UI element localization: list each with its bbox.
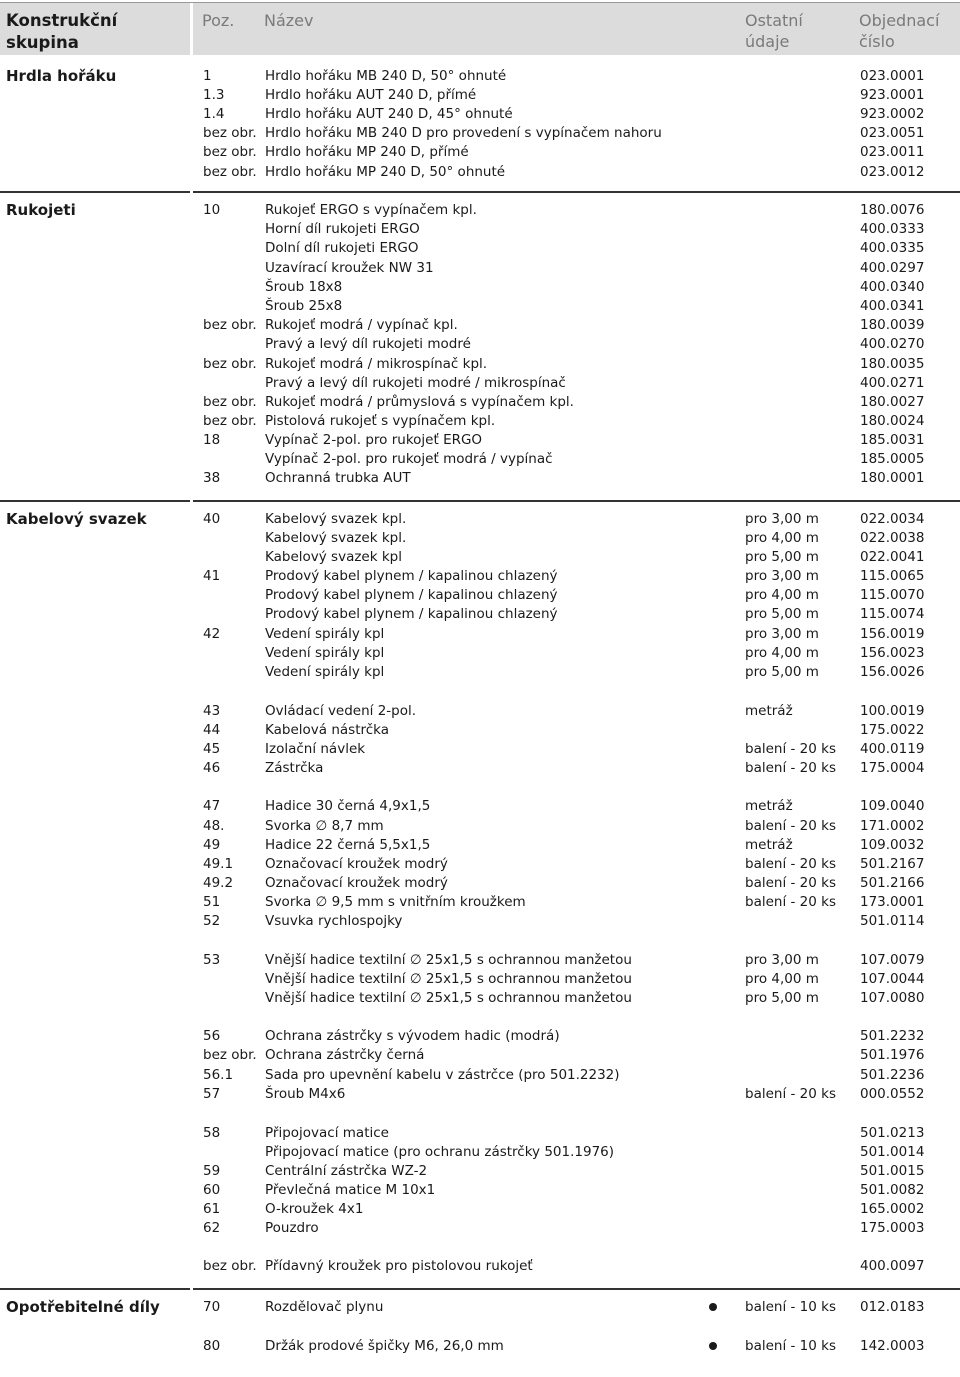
cell-order: 400.0271	[860, 375, 925, 391]
header-name: Název	[264, 11, 314, 30]
header-group-line2: skupina	[6, 33, 79, 52]
cell-name: Vnější hadice textilní ∅ 25x1,5 s ochrannou manžetou	[265, 952, 632, 968]
cell-other: pro 4,00 m	[745, 971, 819, 987]
cell-name: Vedení spirály kpl	[265, 645, 385, 661]
cell-name: Vedení spirály kpl	[265, 626, 385, 642]
cell-order: 023.0011	[860, 144, 925, 160]
bullet-icon	[709, 1303, 717, 1311]
cell-poz: bez obr.	[203, 413, 257, 429]
cell-poz: 58	[203, 1125, 221, 1141]
header-other-line1: Ostatní	[745, 11, 803, 30]
cell-name: Dolní díl rukojeti ERGO	[265, 240, 419, 256]
cell-name: Ochrana zástrčky s vývodem hadic (modrá)	[265, 1028, 560, 1044]
cell-name: Hrdlo hořáku AUT 240 D, 45° ohnuté	[265, 106, 513, 122]
cell-order: 109.0040	[860, 798, 925, 814]
cell-name: Vnější hadice textilní ∅ 25x1,5 s ochrannou manžetou	[265, 990, 632, 1006]
cell-name: O-kroužek 4x1	[265, 1201, 364, 1217]
cell-poz: bez obr.	[203, 356, 257, 372]
cell-poz: 59	[203, 1163, 221, 1179]
cell-order: 180.0076	[860, 202, 925, 218]
cell-poz: 40	[203, 511, 221, 527]
cell-name: Rukojeť modrá / mikrospínač kpl.	[265, 356, 488, 372]
cell-order: 501.1976	[860, 1047, 925, 1063]
cell-order: 400.0297	[860, 260, 925, 276]
cell-order: 022.0041	[860, 549, 925, 565]
section-label: Opotřebitelné díly	[6, 1298, 160, 1316]
cell-other: balení - 20 ks	[745, 856, 836, 872]
cell-poz: 57	[203, 1086, 221, 1102]
cell-name: Pravý a levý díl rukojeti modré / mikrospínač	[265, 375, 566, 391]
cell-order: 400.0333	[860, 221, 925, 237]
cell-order: 400.0335	[860, 240, 925, 256]
cell-poz: 70	[203, 1299, 221, 1315]
cell-other: pro 3,00 m	[745, 511, 819, 527]
cell-name: Kabelový svazek kpl.	[265, 530, 407, 546]
header-columns-cell	[193, 3, 960, 55]
cell-poz: 1.4	[203, 106, 225, 122]
cell-name: Rukojeť modrá / průmyslová s vypínačem kpl.	[265, 394, 574, 410]
cell-name: Pistolová rukojeť s vypínačem kpl.	[265, 413, 496, 429]
cell-order: 175.0004	[860, 760, 925, 776]
cell-name: Vypínač 2-pol. pro rukojeť ERGO	[265, 432, 483, 448]
cell-name: Pravý a levý díl rukojeti modré	[265, 336, 471, 352]
cell-order: 156.0026	[860, 664, 925, 680]
cell-poz: 51	[203, 894, 221, 910]
cell-other: pro 4,00 m	[745, 587, 819, 603]
header-other-line2: údaje	[745, 32, 790, 51]
cell-name: Prodový kabel plynem / kapalinou chlazený	[265, 568, 558, 584]
cell-order: 115.0074	[860, 606, 925, 622]
cell-order: 923.0002	[860, 106, 925, 122]
cell-name: Hrdlo hořáku MP 240 D, 50° ohnuté	[265, 164, 506, 180]
cell-order: 100.0019	[860, 703, 925, 719]
cell-order: 501.0014	[860, 1144, 925, 1160]
cell-poz: 61	[203, 1201, 221, 1217]
header-order-line2: číslo	[859, 32, 895, 51]
cell-name: Ovládací vedení 2-pol.	[265, 703, 417, 719]
cell-other: balení - 10 ks	[745, 1299, 836, 1315]
cell-name: Zástrčka	[265, 760, 324, 776]
section-divider	[0, 191, 190, 193]
cell-poz: 60	[203, 1182, 221, 1198]
section-label: Rukojeti	[6, 201, 76, 219]
cell-poz: bez obr.	[203, 317, 257, 333]
cell-other: balení - 10 ks	[745, 1338, 836, 1354]
cell-order: 156.0019	[860, 626, 925, 642]
cell-order: 180.0035	[860, 356, 925, 372]
cell-name: Šroub M4x6	[265, 1086, 346, 1102]
cell-other: pro 5,00 m	[745, 990, 819, 1006]
cell-other: pro 4,00 m	[745, 645, 819, 661]
cell-name: Hadice 30 černá 4,9x1,5	[265, 798, 431, 814]
header-order-line1: Objednací	[859, 11, 940, 30]
cell-order: 180.0024	[860, 413, 925, 429]
cell-order: 107.0044	[860, 971, 925, 987]
section-divider	[0, 500, 190, 502]
cell-name: Vnější hadice textilní ∅ 25x1,5 s ochrannou manžetou	[265, 971, 632, 987]
table-header	[0, 0, 960, 56]
cell-name: Rukojeť modrá / vypínač kpl.	[265, 317, 458, 333]
section-divider	[193, 1288, 960, 1290]
cell-order: 180.0027	[860, 394, 925, 410]
header-group-label	[6, 10, 117, 54]
cell-order: 175.0003	[860, 1220, 925, 1236]
cell-poz: 41	[203, 568, 221, 584]
cell-name: Kabelová nástrčka	[265, 722, 390, 738]
cell-order: 022.0034	[860, 511, 925, 527]
cell-order: 400.0097	[860, 1258, 925, 1274]
cell-poz: 80	[203, 1338, 221, 1354]
cell-other: pro 5,00 m	[745, 664, 819, 680]
cell-name: Rozdělovač plynu	[265, 1299, 384, 1315]
cell-name: Svorka ∅ 8,7 mm	[265, 818, 384, 834]
cell-order: 175.0022	[860, 722, 925, 738]
cell-order: 000.0552	[860, 1086, 925, 1102]
section-label: Kabelový svazek	[6, 510, 147, 528]
cell-other: metráž	[745, 837, 793, 853]
section-divider	[193, 191, 960, 193]
header-order	[859, 10, 939, 52]
cell-poz: bez obr.	[203, 164, 257, 180]
cell-name: Svorka ∅ 9,5 mm s vnitřním kroužkem	[265, 894, 526, 910]
cell-poz: 47	[203, 798, 221, 814]
cell-poz: 46	[203, 760, 221, 776]
cell-name: Držák prodové špičky M6, 26,0 mm	[265, 1338, 504, 1354]
cell-poz: 49.2	[203, 875, 234, 891]
cell-name: Prodový kabel plynem / kapalinou chlazený	[265, 587, 558, 603]
cell-order: 173.0001	[860, 894, 925, 910]
cell-name: Prodový kabel plynem / kapalinou chlazený	[265, 606, 558, 622]
cell-order: 107.0079	[860, 952, 925, 968]
cell-name: Centrální zástrčka WZ-2	[265, 1163, 428, 1179]
cell-other: pro 5,00 m	[745, 549, 819, 565]
cell-name: Hrdlo hořáku MB 240 D pro provedení s vypínačem nahoru	[265, 125, 662, 141]
cell-poz: 1	[203, 68, 212, 84]
cell-name: Horní díl rukojeti ERGO	[265, 221, 420, 237]
cell-poz: 38	[203, 470, 221, 486]
cell-name: Šroub 18x8	[265, 279, 343, 295]
cell-order: 180.0001	[860, 470, 925, 486]
cell-name: Označovací kroužek modrý	[265, 856, 448, 872]
cell-name: Kabelový svazek kpl.	[265, 511, 407, 527]
section-divider	[193, 500, 960, 502]
cell-other: pro 3,00 m	[745, 568, 819, 584]
cell-name: Šroub 25x8	[265, 298, 343, 314]
cell-name: Vedení spirály kpl	[265, 664, 385, 680]
cell-order: 156.0023	[860, 645, 925, 661]
cell-order: 501.0213	[860, 1125, 925, 1141]
cell-order: 400.0270	[860, 336, 925, 352]
cell-order: 400.0341	[860, 298, 925, 314]
cell-poz: 49	[203, 837, 221, 853]
cell-name: Připojovací matice	[265, 1125, 389, 1141]
cell-other: pro 3,00 m	[745, 952, 819, 968]
cell-poz: 1.3	[203, 87, 225, 103]
cell-name: Přídavný kroužek pro pistolovou rukojeť	[265, 1258, 533, 1274]
cell-order: 115.0065	[860, 568, 925, 584]
header-group-line1: Konstrukční	[6, 11, 118, 30]
cell-poz: 49.1	[203, 856, 234, 872]
cell-poz: 52	[203, 913, 221, 929]
cell-order: 023.0012	[860, 164, 925, 180]
cell-order: 171.0002	[860, 818, 925, 834]
cell-poz: 18	[203, 432, 221, 448]
cell-other: metráž	[745, 703, 793, 719]
cell-poz: 45	[203, 741, 221, 757]
cell-order: 400.0119	[860, 741, 925, 757]
cell-name: Převlečná matice M 10x1	[265, 1182, 436, 1198]
cell-poz: 42	[203, 626, 221, 642]
cell-name: Vsuvka rychlospojky	[265, 913, 403, 929]
cell-other: balení - 20 ks	[745, 894, 836, 910]
cell-poz: 48.	[203, 818, 225, 834]
cell-order: 501.2236	[860, 1067, 925, 1083]
cell-poz: bez obr.	[203, 394, 257, 410]
cell-poz: bez obr.	[203, 1047, 257, 1063]
cell-order: 180.0039	[860, 317, 925, 333]
cell-poz: 44	[203, 722, 221, 738]
cell-order: 165.0002	[860, 1201, 925, 1217]
cell-name: Hrdlo hořáku MB 240 D, 50° ohnuté	[265, 68, 507, 84]
cell-poz: 62	[203, 1220, 221, 1236]
header-other	[745, 10, 803, 52]
cell-name: Hadice 22 černá 5,5x1,5	[265, 837, 431, 853]
cell-order: 142.0003	[860, 1338, 925, 1354]
cell-name: Vypínač 2-pol. pro rukojeť modrá / vypínač	[265, 451, 553, 467]
cell-order: 501.2167	[860, 856, 925, 872]
header-poz: Poz.	[202, 11, 235, 30]
cell-name: Kabelový svazek kpl	[265, 549, 402, 565]
cell-order: 185.0031	[860, 432, 925, 448]
cell-poz: 56.1	[203, 1067, 234, 1083]
cell-order: 923.0001	[860, 87, 925, 103]
cell-order: 115.0070	[860, 587, 925, 603]
cell-name: Připojovací matice (pro ochranu zástrčky 501.1976)	[265, 1144, 615, 1160]
cell-order: 501.0082	[860, 1182, 925, 1198]
cell-name: Ochranná trubka AUT	[265, 470, 411, 486]
cell-other: pro 5,00 m	[745, 606, 819, 622]
bullet-icon	[709, 1342, 717, 1350]
cell-order: 109.0032	[860, 837, 925, 853]
cell-name: Hrdlo hořáku AUT 240 D, přímé	[265, 87, 477, 103]
cell-name: Uzavírací kroužek NW 31	[265, 260, 434, 276]
cell-other: balení - 20 ks	[745, 1086, 836, 1102]
cell-order: 400.0340	[860, 279, 925, 295]
cell-poz: 53	[203, 952, 221, 968]
cell-other: balení - 20 ks	[745, 760, 836, 776]
cell-poz: 10	[203, 202, 221, 218]
cell-other: metráž	[745, 798, 793, 814]
cell-poz: bez obr.	[203, 1258, 257, 1274]
section-divider	[0, 1288, 190, 1290]
cell-order: 185.0005	[860, 451, 925, 467]
cell-name: Označovací kroužek modrý	[265, 875, 448, 891]
cell-order: 107.0080	[860, 990, 925, 1006]
cell-poz: 43	[203, 703, 221, 719]
cell-poz: 56	[203, 1028, 221, 1044]
cell-order: 022.0038	[860, 530, 925, 546]
cell-order: 501.2232	[860, 1028, 925, 1044]
cell-order: 501.2166	[860, 875, 925, 891]
cell-name: Ochrana zástrčky černá	[265, 1047, 425, 1063]
cell-order: 501.0114	[860, 913, 925, 929]
cell-order: 023.0001	[860, 68, 925, 84]
section-label: Hrdla hořáku	[6, 67, 117, 85]
cell-name: Sada pro upevnění kabelu v zástrčce (pro 501.2232)	[265, 1067, 620, 1083]
cell-other: balení - 20 ks	[745, 818, 836, 834]
cell-other: balení - 20 ks	[745, 741, 836, 757]
cell-other: pro 3,00 m	[745, 626, 819, 642]
cell-name: Pouzdro	[265, 1220, 319, 1236]
header-group-cell	[0, 3, 190, 55]
cell-other: balení - 20 ks	[745, 875, 836, 891]
cell-poz: bez obr.	[203, 144, 257, 160]
cell-name: Hrdlo hořáku MP 240 D, přímé	[265, 144, 469, 160]
cell-order: 023.0051	[860, 125, 925, 141]
cell-poz: bez obr.	[203, 125, 257, 141]
cell-other: pro 4,00 m	[745, 530, 819, 546]
cell-name: Izolační návlek	[265, 741, 366, 757]
cell-order: 501.0015	[860, 1163, 925, 1179]
cell-order: 012.0183	[860, 1299, 925, 1315]
cell-name: Rukojeť ERGO s vypínačem kpl.	[265, 202, 477, 218]
